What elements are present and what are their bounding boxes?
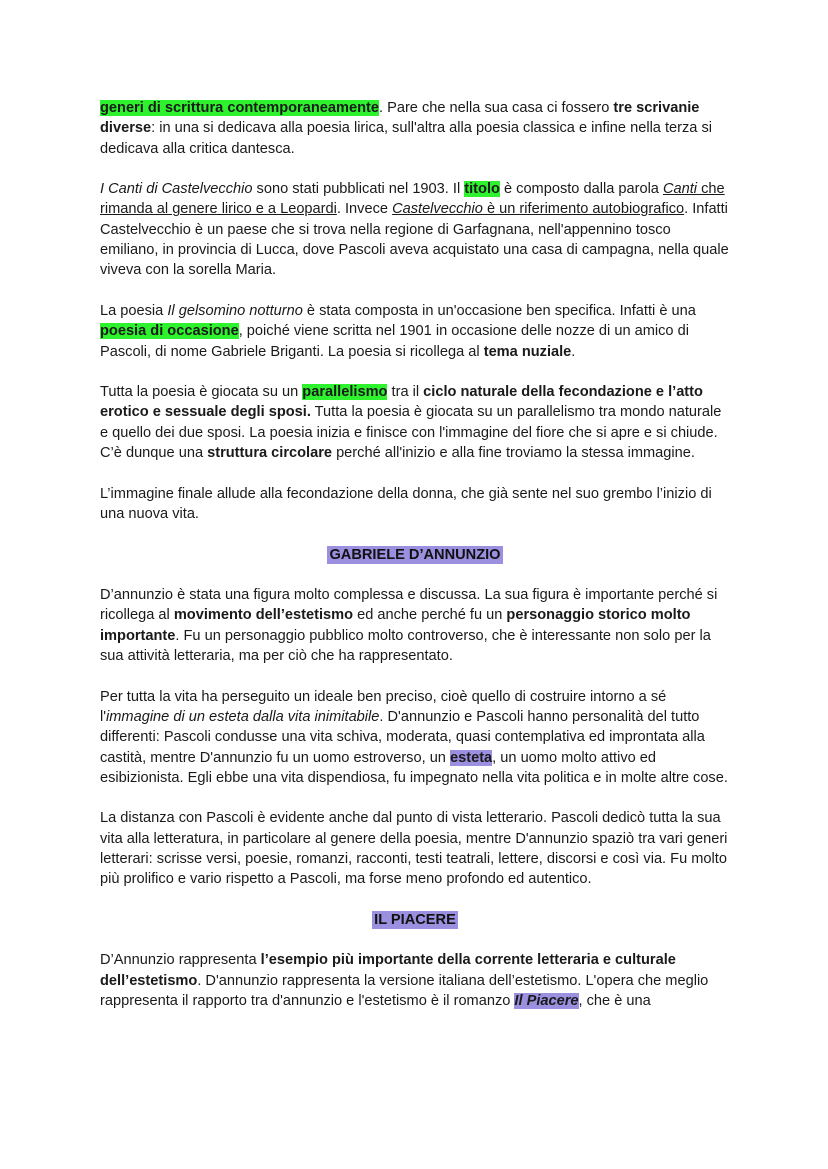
document-page [100,98,730,1032]
text-run: Per tutta la vita ha perseguito un ideale ben preciso, cioè quello di costruire intorno a sé l' [100,688,667,725]
bold-term: movimento dell’estetismo [173,607,354,624]
heading-text: IL PIACERE [374,911,456,928]
italic-title: I Canti di Castelvecchio [100,181,253,198]
text-run: D’Annunzio rappresenta [100,952,261,969]
text-run: . D'annunzio e Pascoli hanno personalità del tutto differenti: Pascoli condusse una vita schiva, moderata, quasi contemplativa ed improntata alla castità, mentre D'annunzio fu un uomo estroverso, un [100,708,705,766]
bold-term: personaggio storico molto importante [100,607,691,644]
text-run: Tutta la poesia è giocata su un parallelismo tra mondo naturale e quello dei due sposi. La poesia inizia e finisce con l'immagine del fiore che si apre e si chiude. C’è dunque una [100,404,722,462]
bold-term: ciclo naturale della fecondazione e l’atto erotico e sessuale degli sposi. [100,384,703,421]
italic-phrase: immagine di un esteta dalla vita inimitabile [106,708,380,725]
text-run: : in una si dedicava alla poesia lirica, sull'altra alla poesia classica e infine nella terza si dedicava alla critica dantesca. [100,120,713,157]
text-run: perché all'inizio e alla fine troviamo la stessa immagine. [332,445,695,462]
text-run: . Fu un personaggio pubblico molto controverso, che è interessante non solo per la sua attività letteraria, ma per ciò che ha rappresentato. [100,627,711,665]
bold-term: l’esempio più importante della corrente letteraria e culturale dell’estetismo [100,952,676,989]
text-run: , poiché viene scritta nel 1901 in occasione delle nozze di un amico di Pascoli, di nome Gabriele Briganti. La poesia si ricollega al [100,323,689,360]
highlighted-term: titolo [464,181,500,198]
text-run: ed anche perché fu un [353,607,507,624]
bold-term: tema nuziale [483,343,572,360]
text-run: . Invece [336,201,393,218]
paragraph-scrivanie [100,98,730,159]
highlighted-term: parallelismo [302,384,388,401]
italic-word: Canti [662,181,698,198]
text-run: , un uomo molto attivo ed esibizionista. Egli ebbe una vita dispendiosa, fu impegnato nella vita politica e in molte altre cose. [100,749,728,786]
highlighted-title: Il Piacere [514,993,579,1010]
text-run: tra il [387,384,424,401]
text-run: D’annunzio è stata una figura molto complessa e discussa. La sua figura è importante perché si ricollega al [100,587,718,624]
text-run: La poesia [100,302,168,319]
italic-word: Castelvecchio [392,201,483,218]
heading-text: GABRIELE D’ANNUNZIO [329,546,501,563]
text-run: , che è una [578,993,651,1010]
highlighted-term: generi di scrittura contemporaneamente [100,100,379,116]
text-run: che rimanda al genere lirico e a Leopardi [100,181,725,218]
paragraph-parallelismo [100,382,730,463]
paragraph-dannunzio-figura [100,585,730,666]
bold-term: struttura circolare [207,445,333,462]
paragraph-distanza-pascoli: La distanza con Pascoli è evidente anche dal punto di vista letterario. Pascoli dedicò tutta la sua vita alla letteratura, in particolare al genere della poesia, mentre D'annunzio spaziò tra vari generi letterari: scrisse versi, poesie, romanzi, racconti, testi teatrali, lettere, discorsi e così via. Fu molto più prolifico e vario rispetto a Pascoli, ma forse meno profondo ed autentico. [100,810,728,888]
section-heading-dannunzio [100,545,730,565]
text-run: è un riferimento autobiografico [482,201,685,218]
paragraph-immagine-finale: L’immagine finale allude alla fecondazione della donna, che già sente nel suo grembo l’inizio di una nuova vita. [100,485,712,522]
paragraph-gelsomino [100,301,730,362]
paragraph-ideale [100,687,730,788]
text-run: . [571,343,576,360]
text-run: è stata composta in un'occasione ben specifica. Infatti è una [302,302,696,319]
text-run: . D'annunzio rappresenta la versione italiana dell’estetismo. L'opera che meglio rappresenta il rapporto tra d'annunzio e l'estetismo è il romanzo [100,972,709,1010]
text-run: . Infatti Castelvecchio è un paese che si trova nella regione di Garfagnana, nell'appennino tosco emiliano, in provincia di Lucca, dove Pascoli aveva acquistato una casa di campagna, nella quale viveva con la sorella Maria. [100,201,729,279]
highlighted-term: esteta [449,749,493,766]
text-run: è composto dalla parola [499,181,663,198]
paragraph-estetismo [100,950,730,1011]
text-run: . Pare che nella sua casa ci fossero [378,100,614,116]
underlined-phrase [392,201,684,217]
text-run: Tutta la poesia è giocata su un [100,384,303,401]
paragraph-canti-castelvecchio [100,179,730,280]
italic-title: Il gelsomino notturno [167,302,303,319]
section-heading-il-piacere [100,910,730,930]
text-run: sono stati pubblicati nel 1903. Il [252,181,465,198]
bold-term: tre scrivanie diverse [100,100,700,137]
highlighted-term: poesia di occasione [100,323,239,340]
